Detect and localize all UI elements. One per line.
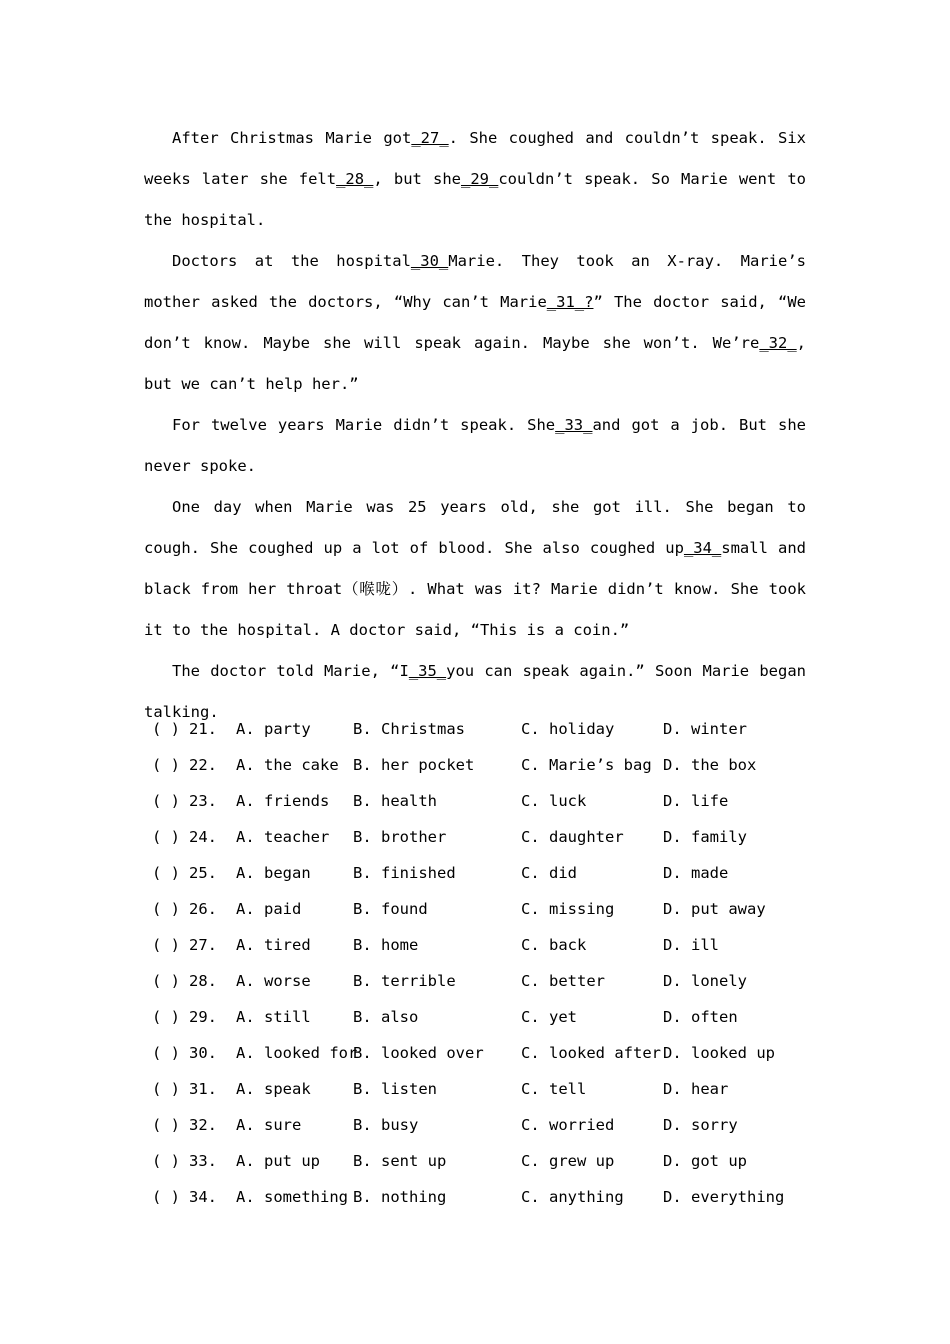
- answer-bracket[interactable]: ( ): [152, 756, 180, 774]
- option-d: D. put away: [663, 900, 766, 918]
- option-c: C. looked after: [521, 1044, 661, 1062]
- option-c: C. missing: [521, 900, 615, 918]
- question-row: [144, 783, 806, 819]
- option-b: B. looked over: [353, 1044, 484, 1062]
- option-c: C. daughter: [521, 828, 624, 846]
- answer-bracket[interactable]: ( ): [152, 792, 180, 810]
- option-b: B. sent up: [353, 1152, 447, 1170]
- option-b: B. busy: [353, 1116, 419, 1134]
- blank-34: _34_: [683, 539, 722, 557]
- blank-28: _28_: [336, 170, 374, 188]
- option-d: D. ill: [663, 936, 719, 954]
- question-row: [144, 891, 806, 927]
- question-number: 23.: [189, 792, 217, 810]
- question-list: [144, 711, 806, 1215]
- option-a: A. still: [236, 1008, 311, 1026]
- option-c: C. tell: [521, 1080, 587, 1098]
- option-b: B. brother: [353, 828, 447, 846]
- option-b: B. listen: [353, 1080, 437, 1098]
- option-b: B. health: [353, 792, 437, 810]
- blank-27: _27_: [411, 129, 449, 147]
- option-d: D. winter: [663, 720, 747, 738]
- passage: [144, 118, 806, 733]
- question-number: 24.: [189, 828, 217, 846]
- option-a: A. friends: [236, 792, 330, 810]
- blank-33: _33_: [555, 416, 593, 434]
- answer-bracket[interactable]: ( ): [152, 720, 180, 738]
- question-row: [144, 1071, 806, 1107]
- option-c: C. Marie’s bag: [521, 756, 652, 774]
- option-c: C. did: [521, 864, 577, 882]
- option-c: C. grew up: [521, 1152, 615, 1170]
- answer-bracket[interactable]: ( ): [152, 1152, 180, 1170]
- question-number: 32.: [189, 1116, 217, 1134]
- blank-29: _29_: [461, 170, 499, 188]
- question-row: [144, 747, 806, 783]
- option-d: D. hear: [663, 1080, 729, 1098]
- option-a: A. teacher: [236, 828, 330, 846]
- answer-bracket[interactable]: ( ): [152, 864, 180, 882]
- question-row: [144, 711, 806, 747]
- answer-bracket[interactable]: ( ): [152, 828, 180, 846]
- question-number: 33.: [189, 1152, 217, 1170]
- question-number: 26.: [189, 900, 217, 918]
- question-number: 21.: [189, 720, 217, 738]
- option-a: A. speak: [236, 1080, 311, 1098]
- question-number: 31.: [189, 1080, 217, 1098]
- option-a: A. party: [236, 720, 311, 738]
- question-number: 27.: [189, 936, 217, 954]
- option-c: C. worried: [521, 1116, 615, 1134]
- option-a: A. looked for: [236, 1044, 358, 1062]
- option-d: D. family: [663, 828, 747, 846]
- question-row: [144, 963, 806, 999]
- option-a: A. something: [236, 1188, 348, 1206]
- answer-bracket[interactable]: ( ): [152, 1044, 180, 1062]
- option-d: D. got up: [663, 1152, 747, 1170]
- blank-30: _30_: [410, 252, 449, 270]
- question-number: 29.: [189, 1008, 217, 1026]
- option-d: D. life: [663, 792, 729, 810]
- option-d: D. the box: [663, 756, 757, 774]
- option-b: B. nothing: [353, 1188, 447, 1206]
- option-b: B. finished: [353, 864, 456, 882]
- answer-bracket[interactable]: ( ): [152, 972, 180, 990]
- paragraph-1: After Christmas Marie got_27_. She coughed and couldn’t speak. Six weeks later she felt_28_, but she_29_couldn’t speak. So Marie went to the hospital.: [144, 129, 806, 229]
- question-row: [144, 855, 806, 891]
- paragraph-2: Doctors at the hospital_30_Marie. They took an X-ray. Marie’s mother asked the doctors, “Why can’t Marie_31_?” The doctor said, “We don’t know. Maybe she will speak again. Maybe she won’t. We’re_32_, but we can’t help her.”: [144, 252, 806, 393]
- question-number: 28.: [189, 972, 217, 990]
- blank-31: _31_?: [546, 293, 594, 311]
- option-d: D. sorry: [663, 1116, 738, 1134]
- option-c: C. better: [521, 972, 605, 990]
- question-row: [144, 819, 806, 855]
- blank-32: _32_: [759, 334, 797, 352]
- question-row: [144, 1143, 806, 1179]
- option-d: D. often: [663, 1008, 738, 1026]
- option-a: A. sure: [236, 1116, 302, 1134]
- paragraph-4: One day when Marie was 25 years old, she got ill. She began to cough. She coughed up a lot of blood. She also coughed up_34_small and black from her throat（喉咙）. What was it? Marie didn’t know. She took it to the hospital. A doctor said, “This is a coin.”: [144, 498, 806, 639]
- paragraph-5: The doctor told Marie, “I_35_you can speak again.” Soon Marie began talking.: [144, 662, 807, 721]
- question-row: [144, 999, 806, 1035]
- option-d: D. lonely: [663, 972, 747, 990]
- option-a: A. paid: [236, 900, 302, 918]
- option-c: C. holiday: [521, 720, 615, 738]
- option-b: B. found: [353, 900, 428, 918]
- blank-35: _35_: [408, 662, 447, 680]
- answer-bracket[interactable]: ( ): [152, 936, 180, 954]
- option-a: A. tired: [236, 936, 311, 954]
- question-number: 25.: [189, 864, 217, 882]
- option-c: C. anything: [521, 1188, 624, 1206]
- option-c: C. luck: [521, 792, 587, 810]
- paragraph-3: For twelve years Marie didn’t speak. She_33_and got a job. But she never spoke.: [144, 416, 806, 475]
- option-a: A. worse: [236, 972, 311, 990]
- option-d: D. everything: [663, 1188, 785, 1206]
- option-b: B. her pocket: [353, 756, 475, 774]
- option-b: B. Christmas: [353, 720, 465, 738]
- option-b: B. home: [353, 936, 419, 954]
- option-d: D. looked up: [663, 1044, 775, 1062]
- question-number: 34.: [189, 1188, 217, 1206]
- question-row: [144, 1107, 806, 1143]
- option-a: A. the cake: [236, 756, 339, 774]
- question-row: [144, 927, 806, 963]
- question-row: [144, 1035, 806, 1071]
- option-b: B. also: [353, 1008, 419, 1026]
- option-b: B. terrible: [353, 972, 456, 990]
- answer-bracket[interactable]: ( ): [152, 1080, 180, 1098]
- option-c: C. back: [521, 936, 587, 954]
- option-c: C. yet: [521, 1008, 577, 1026]
- question-row: [144, 1179, 806, 1215]
- answer-bracket[interactable]: ( ): [152, 1116, 180, 1134]
- option-d: D. made: [663, 864, 729, 882]
- answer-bracket[interactable]: ( ): [152, 1188, 180, 1206]
- question-number: 30.: [189, 1044, 217, 1062]
- option-a: A. put up: [236, 1152, 320, 1170]
- option-a: A. began: [236, 864, 311, 882]
- question-number: 22.: [189, 756, 217, 774]
- answer-bracket[interactable]: ( ): [152, 900, 180, 918]
- answer-bracket[interactable]: ( ): [152, 1008, 180, 1026]
